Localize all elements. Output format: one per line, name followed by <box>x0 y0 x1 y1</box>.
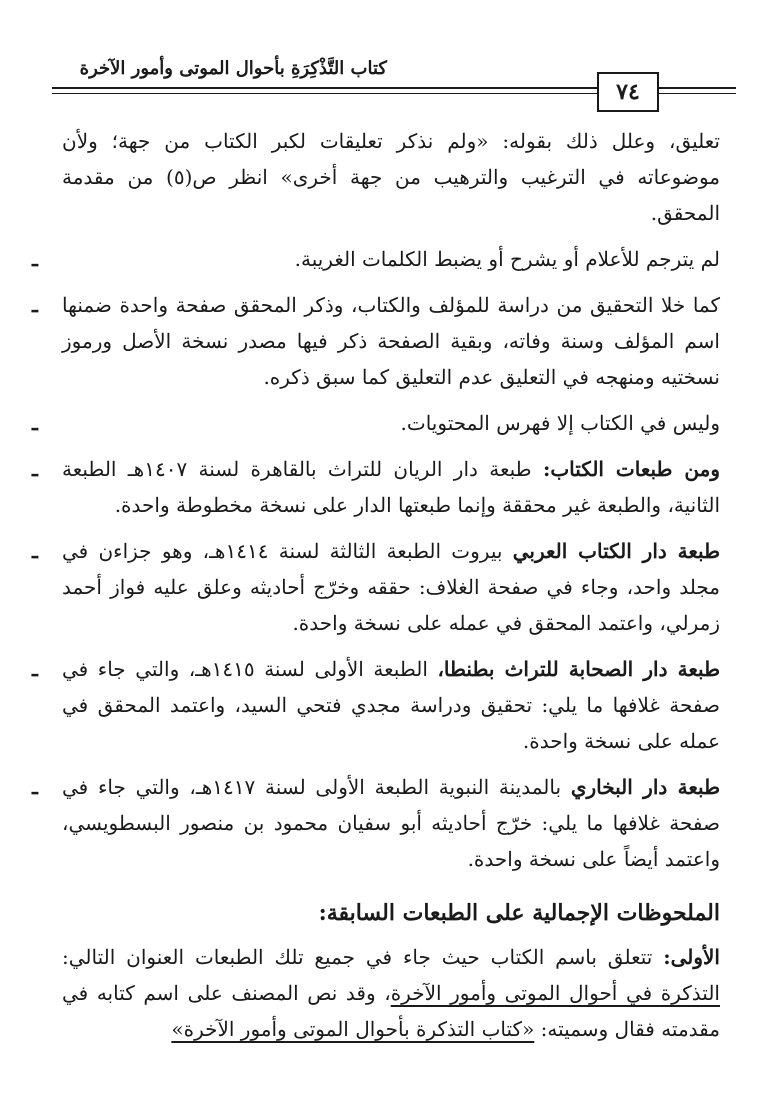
item-dash: ـ <box>32 411 38 435</box>
list-item <box>32 405 720 441</box>
item-text: طبعة دار الريان للتراث بالقاهرة لسنة ١٤٠٧هـ الطبعة الثانية، والطبعة غير محققة وإنما طبعتها الدار على نسخة مخطوطة واحدة. <box>62 457 720 517</box>
item-lead: ومن طبعات الكتاب: <box>542 457 720 481</box>
section-text-2: ، وقد نص المصنف على اسم كتابه في مقدمته فقال وسميته: <box>62 981 720 1041</box>
running-header-title: كتاب التَّذْكِرَةِ بأحوال الموتى وأمور الآخرة <box>79 58 387 79</box>
section-heading: الملحوظات الإجمالية على الطبعات السابقة: <box>318 900 720 926</box>
item-text: وليس في الكتاب إلا فهرس المحتويات. <box>400 411 720 435</box>
item-text: بيروت الطبعة الثالثة لسنة ١٤١٤هـ، وهو جزاءن في مجلد واحد، وجاء في صفحة الغلاف: حققه وخرّج أحاديثه وعلق عليه فواز أحمد زمرلي، واعتمد المحقق في عمله على نسخة واحدة. <box>62 539 720 635</box>
list-item <box>32 451 720 523</box>
list-item <box>32 241 720 277</box>
section-text-1: تتعلق باسم الكتاب حيث جاء في جميع تلك الطبعات العنوان التالي: <box>62 945 664 969</box>
item-dash: ـ <box>32 539 38 563</box>
list-item <box>32 287 720 395</box>
page-number: ٧٤ <box>616 79 640 105</box>
item-text: لم يترجم للأعلام أو يشرح أو يضبط الكلمات الغريبة. <box>294 247 720 271</box>
page-number-box <box>597 72 659 112</box>
item-text: كما خلا التحقيق من دراسة للمؤلف والكتاب، وذكر المحقق صفحة واحدة ضمنها اسم المؤلف وسنة وفاته، وبقية الصفحة ذكر فيها مصدر نسخة الأصل ورموز نسختيه ومنهجه في التعليق عدم التعليق كما سبق ذكره. <box>62 293 720 389</box>
item-lead: طبعة دار الكتاب العربي <box>512 539 720 563</box>
list-item <box>32 769 720 877</box>
list-item <box>32 533 720 641</box>
underlined-title-2: «كتاب التذكرة بأحوال الموتى وأمور الآخرة» <box>171 1017 535 1041</box>
item-dash: ـ <box>32 293 38 317</box>
item-lead: طبعة دار الصحابة للتراث بطنطا، <box>437 657 720 681</box>
section-paragraph <box>62 939 720 1047</box>
item-text: الطبعة الأولى لسنة ١٤١٥هـ، والتي جاء في صفحة غلافها ما يلي: تحقيق ودراسة مجدي فتحي السيد، واعتمد المحقق في عمله على نسخة واحدة. <box>62 657 720 753</box>
item-dash: ـ <box>32 247 38 271</box>
intro-paragraph: تعليق، وعلل ذلك بقوله: «ولم نذكر تعليقات لكبر الكتاب من جهة؛ ولأن موضوعاته في الترغيب والترهيب من جهة أخرى» انظر ص(٥) من مقدمة المحقق. <box>62 129 721 225</box>
list-item <box>32 651 720 759</box>
item-dash: ـ <box>32 775 38 799</box>
item-dash: ـ <box>32 657 38 681</box>
item-text: بالمدينة النبوية الطبعة الأولى لسنة ١٤١٧هـ، والتي جاء في صفحة غلافها ما يلي: خرّج أحاديثه أبو سفيان محمود بن منصور البسطويسي، واعتمد أيضاً على نسخة واحدة. <box>62 775 720 871</box>
section-lead: الأولى: <box>663 945 720 969</box>
item-lead: طبعة دار البخاري <box>570 775 720 799</box>
item-dash: ـ <box>32 457 38 481</box>
underlined-title-1: التذكرة في أحوال الموتى وأمور الآخرة <box>390 981 720 1005</box>
page-body <box>32 123 721 1057</box>
